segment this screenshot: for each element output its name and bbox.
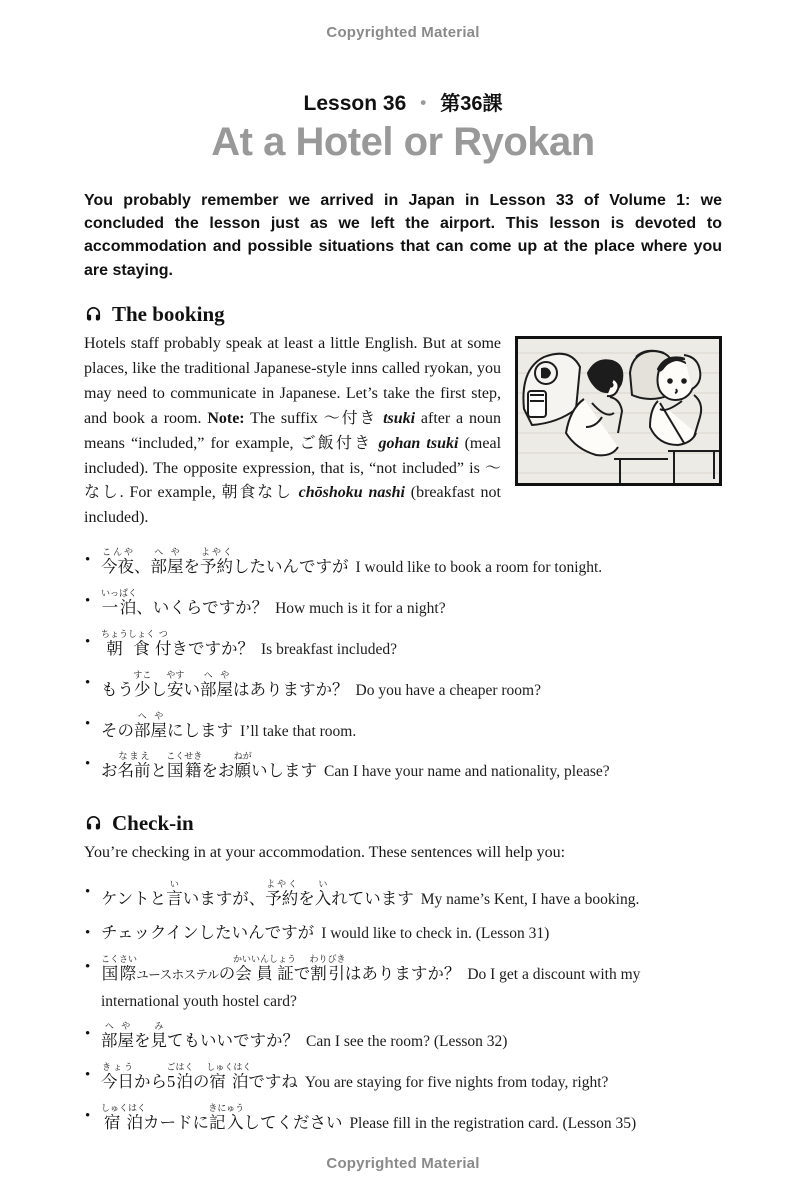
bullet-dot: • (85, 674, 91, 691)
english-translation: I’ll take that room. (240, 722, 357, 740)
english-translation: Can I see the room? (Lesson 32) (306, 1033, 508, 1051)
bullet-dot: • (85, 1067, 91, 1084)
english-translation: Can I have your name and nationality, please? (324, 763, 610, 781)
lesson-number-japanese: 第36課 (440, 93, 503, 115)
english-translation: Do I get a discount with my international youth hostel card? (101, 965, 641, 1010)
japanese-phrase: ケントと言いいますが、予約よやくを入いれています (101, 879, 414, 909)
checkin-phrase-list (84, 879, 722, 1137)
japanese-phrase: もう少すこし安やすい部屋へやはありますか？ (101, 669, 349, 699)
page-title: At a Hotel or Ryokan (211, 120, 595, 164)
japanese-phrase: お名前なまえと国籍こくせきをお願ねがいします (101, 751, 318, 781)
japanese-phrase: 今日きょうから5泊ごはくの宿泊しゅくはくですね (101, 1062, 298, 1092)
phrase-item (84, 711, 722, 745)
phrase-item (84, 670, 722, 704)
phrase-item (84, 751, 722, 785)
booking-body (84, 332, 722, 532)
checkin-heading (84, 811, 722, 836)
lesson-header (84, 87, 722, 116)
booking-paragraph: Hotels staff probably speak at least a little English. But at some places, like the traditional Japanese-style inns called ryokan, you may need to communicate in Japanese. Let’s take the first step, and book a room. Note: The suffix 〜付き tsuki after a noun means “included,” for example, ご飯付き gohan tsuki (meal included). The opposite expression, that is, “not included” is 〜なし. For example, 朝食なし chōshoku nashi (breakfast not included). (84, 334, 502, 527)
manga-illustration (515, 336, 722, 486)
bullet-dot: • (85, 552, 91, 569)
intro-paragraph: You probably remember we arrived in Japan in Lesson 33 of Volume 1: we concluded the lesson just as we left the airport. This lesson is devoted to accommodation and possible situations that can come up at the place where you are staying. (84, 192, 722, 279)
english-translation: How much is it for a night? (275, 600, 446, 618)
japanese-phrase: チェックインしたいんですが (101, 922, 315, 942)
checkin-intro: You’re checking in at your accommodation. These sentences will help you: (84, 844, 566, 862)
copyright-notice-top: Copyrighted Material (326, 24, 480, 41)
english-translation: I would like to check in. (Lesson 31) (321, 924, 550, 942)
phrase-item (84, 954, 722, 1015)
japanese-phrase: 今夜こんや、部屋へやを予約よやくしたいんですが (101, 547, 349, 577)
headphones-icon (84, 305, 103, 324)
section-booking (84, 302, 722, 785)
section-heading-text: Check-in (112, 811, 194, 836)
section-checkin (84, 811, 722, 1137)
phrase-item (84, 1021, 722, 1055)
japanese-phrase: 一泊いっぱく、いくらですか？ (101, 588, 269, 618)
japanese-phrase: 宿泊しゅくはくカードに記入きにゅうしてください (101, 1102, 343, 1132)
lesson-number: Lesson 36 (303, 92, 407, 115)
japanese-phrase: 朝食ちょうしょく付つきですか？ (101, 628, 255, 658)
bullet-dot: • (85, 715, 91, 732)
phrase-item (84, 1103, 722, 1137)
phrase-item (84, 920, 722, 947)
bullet-dot: • (85, 756, 91, 773)
english-translation: My name’s Kent, I have a booking. (420, 891, 640, 909)
bullet-dot: • (85, 593, 91, 610)
phrase-item (84, 879, 722, 913)
english-translation: Is breakfast included? (261, 640, 398, 658)
phrase-item (84, 629, 722, 663)
bullet-dot: • (85, 958, 91, 975)
phrase-item (84, 588, 722, 622)
headphones-icon (84, 814, 103, 833)
copyright-notice-bottom: Copyrighted Material (326, 1154, 480, 1172)
booking-heading (84, 302, 722, 327)
phrase-item (84, 1062, 722, 1096)
bullet-dot: • (85, 1026, 91, 1043)
bullet-dot: • (85, 884, 91, 901)
phrase-item (84, 547, 722, 581)
bullet-dot: • (85, 633, 91, 650)
english-translation: Do you have a cheaper room? (355, 681, 541, 699)
english-translation: I would like to book a room for tonight. (355, 559, 603, 577)
booking-phrase-list (84, 547, 722, 785)
english-translation: You are staying for five nights from today, right? (304, 1074, 609, 1092)
bullet-dot: • (85, 924, 91, 941)
japanese-phrase: 部屋へやを見みてもいいですか？ (101, 1021, 299, 1051)
japanese-phrase: 国際こくさいユースホステルの会員証かいいんしょうで割引わりびきはありますか？ (101, 953, 461, 983)
bullet-dot: • (85, 1107, 91, 1124)
separator-dot: • (420, 93, 427, 112)
english-translation: Please fill in the registration card. (Lesson 35) (349, 1114, 637, 1132)
section-heading-text: The booking (112, 301, 225, 326)
japanese-phrase: その部屋へやにします (101, 710, 233, 740)
